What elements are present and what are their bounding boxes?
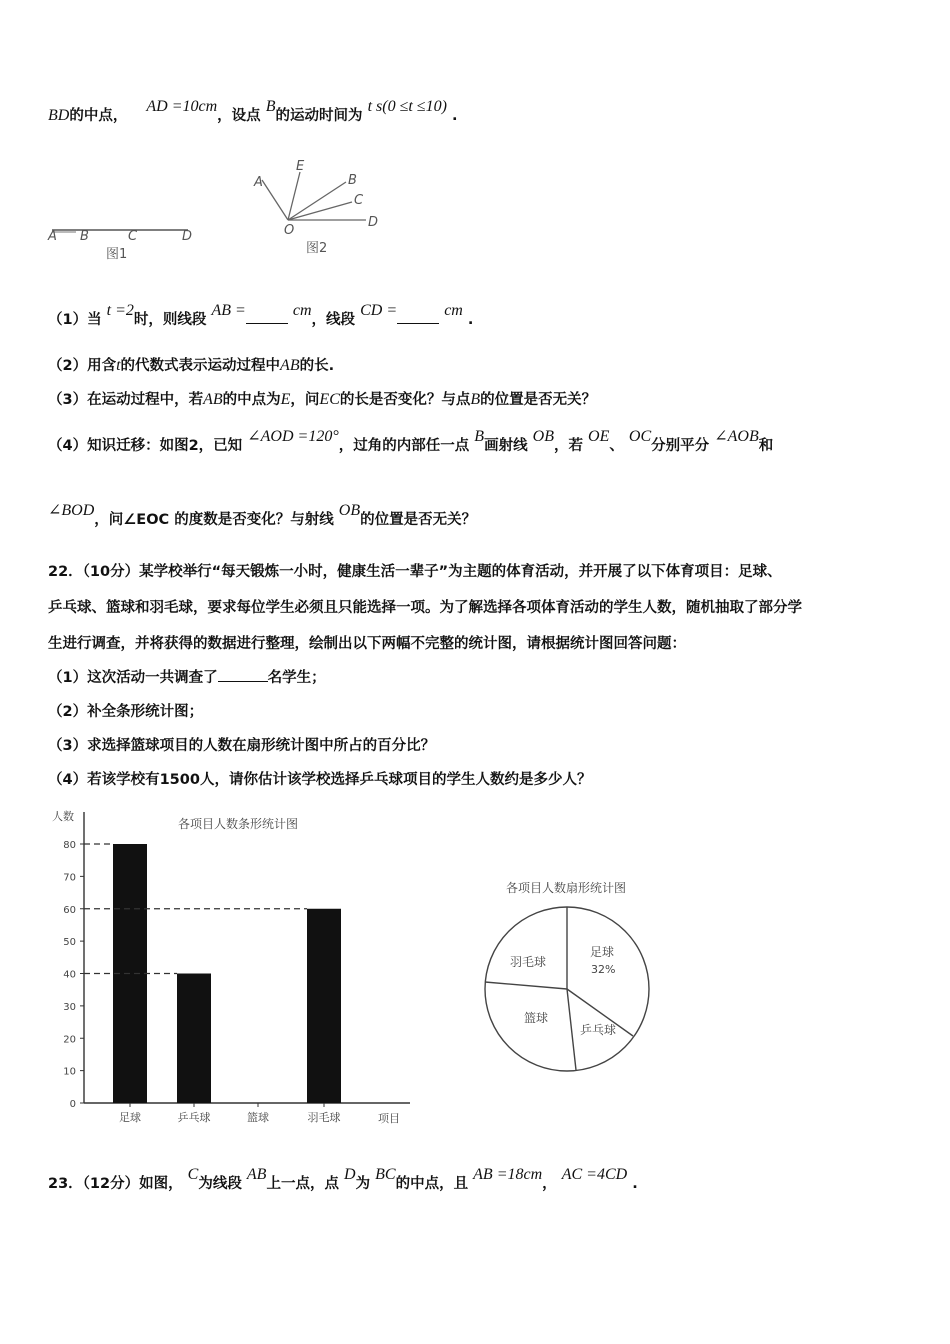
q21-part4-cont: ∠BOD，问∠EOC 的度数是否变化？与射线 OB的位置是否无关？ (48, 502, 477, 528)
bar-chart-title: 各项目人数条形统计图 (178, 817, 299, 831)
pie-label-badminton: 羽毛球 (510, 955, 547, 969)
pie-label-basketball: 篮球 (524, 1011, 549, 1025)
y-tick-label: 40 (63, 969, 76, 981)
figure-2-angle (248, 158, 388, 262)
y-tick-label: 30 (63, 1001, 76, 1013)
pie-chart-title: 各项目人数扇形统计图 (506, 881, 627, 895)
q22-line3: 生进行调查，并将获得的数据进行整理，绘制出以下两幅不完整的统计图，请根据统计图回答问题： (48, 636, 686, 652)
pie-label-pingpong: 乒乓球 (580, 1023, 617, 1037)
y-tick-label: 80 (63, 840, 76, 851)
math-ad: AD =10cm (146, 98, 218, 115)
bar-chart (40, 800, 420, 1140)
x-tick-label: 篮球 (247, 1111, 269, 1124)
q22-line2: 乒乓球、篮球和羽毛球，要求每位学生必须且只能选择一项。为了解选择各项体育活动的学生人数，随机抽取了部分学 (48, 600, 802, 616)
x-axis-label: 项目 (378, 1112, 400, 1125)
bar-羽毛球 (307, 909, 341, 1103)
fig1-label-d: D (182, 229, 193, 244)
svg-text:E: E (296, 159, 305, 174)
bar-乒乓球 (177, 974, 211, 1104)
q22-sub2: （2）补全条形统计图； (48, 704, 204, 720)
q22-sub3: （3）求选择篮球项目的人数在扇形统计图中所占的百分比？ (48, 738, 436, 754)
svg-text:A: A (254, 175, 263, 190)
y-tick-label: 20 (63, 1034, 76, 1046)
fig1-caption: 图1 (106, 247, 128, 262)
svg-text:O: O (284, 223, 295, 238)
fig1-label-b: B (80, 229, 89, 244)
svg-text:D: D (368, 215, 379, 230)
math-time-range: t s(0 ≤t ≤10) (367, 98, 447, 115)
x-tick-label: 羽毛球 (307, 1111, 341, 1124)
y-axis-label: 人数 (52, 810, 74, 823)
pie-chart (470, 870, 670, 1080)
fig2-caption: 图2 (306, 241, 328, 256)
fig1-label-c: C (128, 229, 138, 244)
q21-line1: BD的中点， AD =10cm，设点 B的运动时间为 t s(0 ≤t ≤10) . (48, 98, 458, 124)
q21-part2: （2）用含t的代数式表示运动过程中AB的长. (48, 357, 335, 374)
y-tick-label: 0 (69, 1099, 76, 1110)
q22-sub1: （1）这次活动一共调查了 名学生； (48, 670, 326, 686)
q21-part4: （4）知识迁移：如图2，已知 ∠AOD =120°，过角的内部任一点 B画射线 OB，若 OE、 OC分别平分 ∠AOB和 (48, 428, 774, 454)
x-tick-label: 足球 (119, 1111, 141, 1124)
pie-label-football-pct: 32% (591, 963, 616, 976)
svg-text:B: B (348, 173, 357, 188)
q22-sub4: （4）若该学校有1500人，请你估计该学校选择乒乓球项目的学生人数约是多少人？ (48, 772, 592, 788)
svg-text:C: C (354, 193, 364, 208)
x-tick-label: 乒乓球 (177, 1111, 211, 1124)
q21-part3: （3）在运动过程中，若AB的中点为E，问EC的长是否变化？与点B的位置是否无关？ (48, 391, 597, 408)
q23-line: 23．（12分）如图， C为线段 AB上一点，点 D为 BC的中点，且 AB =18cm， AC =4CD . (48, 1166, 638, 1192)
answer-blank-total[interactable] (218, 669, 268, 682)
y-tick-label: 50 (63, 937, 76, 949)
q22-line1: 22．（10分）某学校举行“每天锻炼一小时，健康生活一辈子”为主题的体育活动，并开展了以下体育项目：足球、 (48, 564, 782, 580)
pie-label-football: 足球 (590, 945, 615, 959)
math-bd: BD (48, 107, 70, 124)
y-tick-label: 60 (63, 904, 76, 916)
q21-part1: （1）当 t =2时，则线段 AB = cm，线段 CD = cm . (48, 302, 474, 328)
figure-1-line (46, 218, 206, 266)
fig1-label-a: A (48, 229, 57, 244)
answer-blank-ab[interactable] (246, 311, 288, 324)
y-tick-label: 10 (63, 1066, 76, 1078)
y-tick-label: 70 (63, 872, 76, 884)
answer-blank-cd[interactable] (397, 311, 439, 324)
